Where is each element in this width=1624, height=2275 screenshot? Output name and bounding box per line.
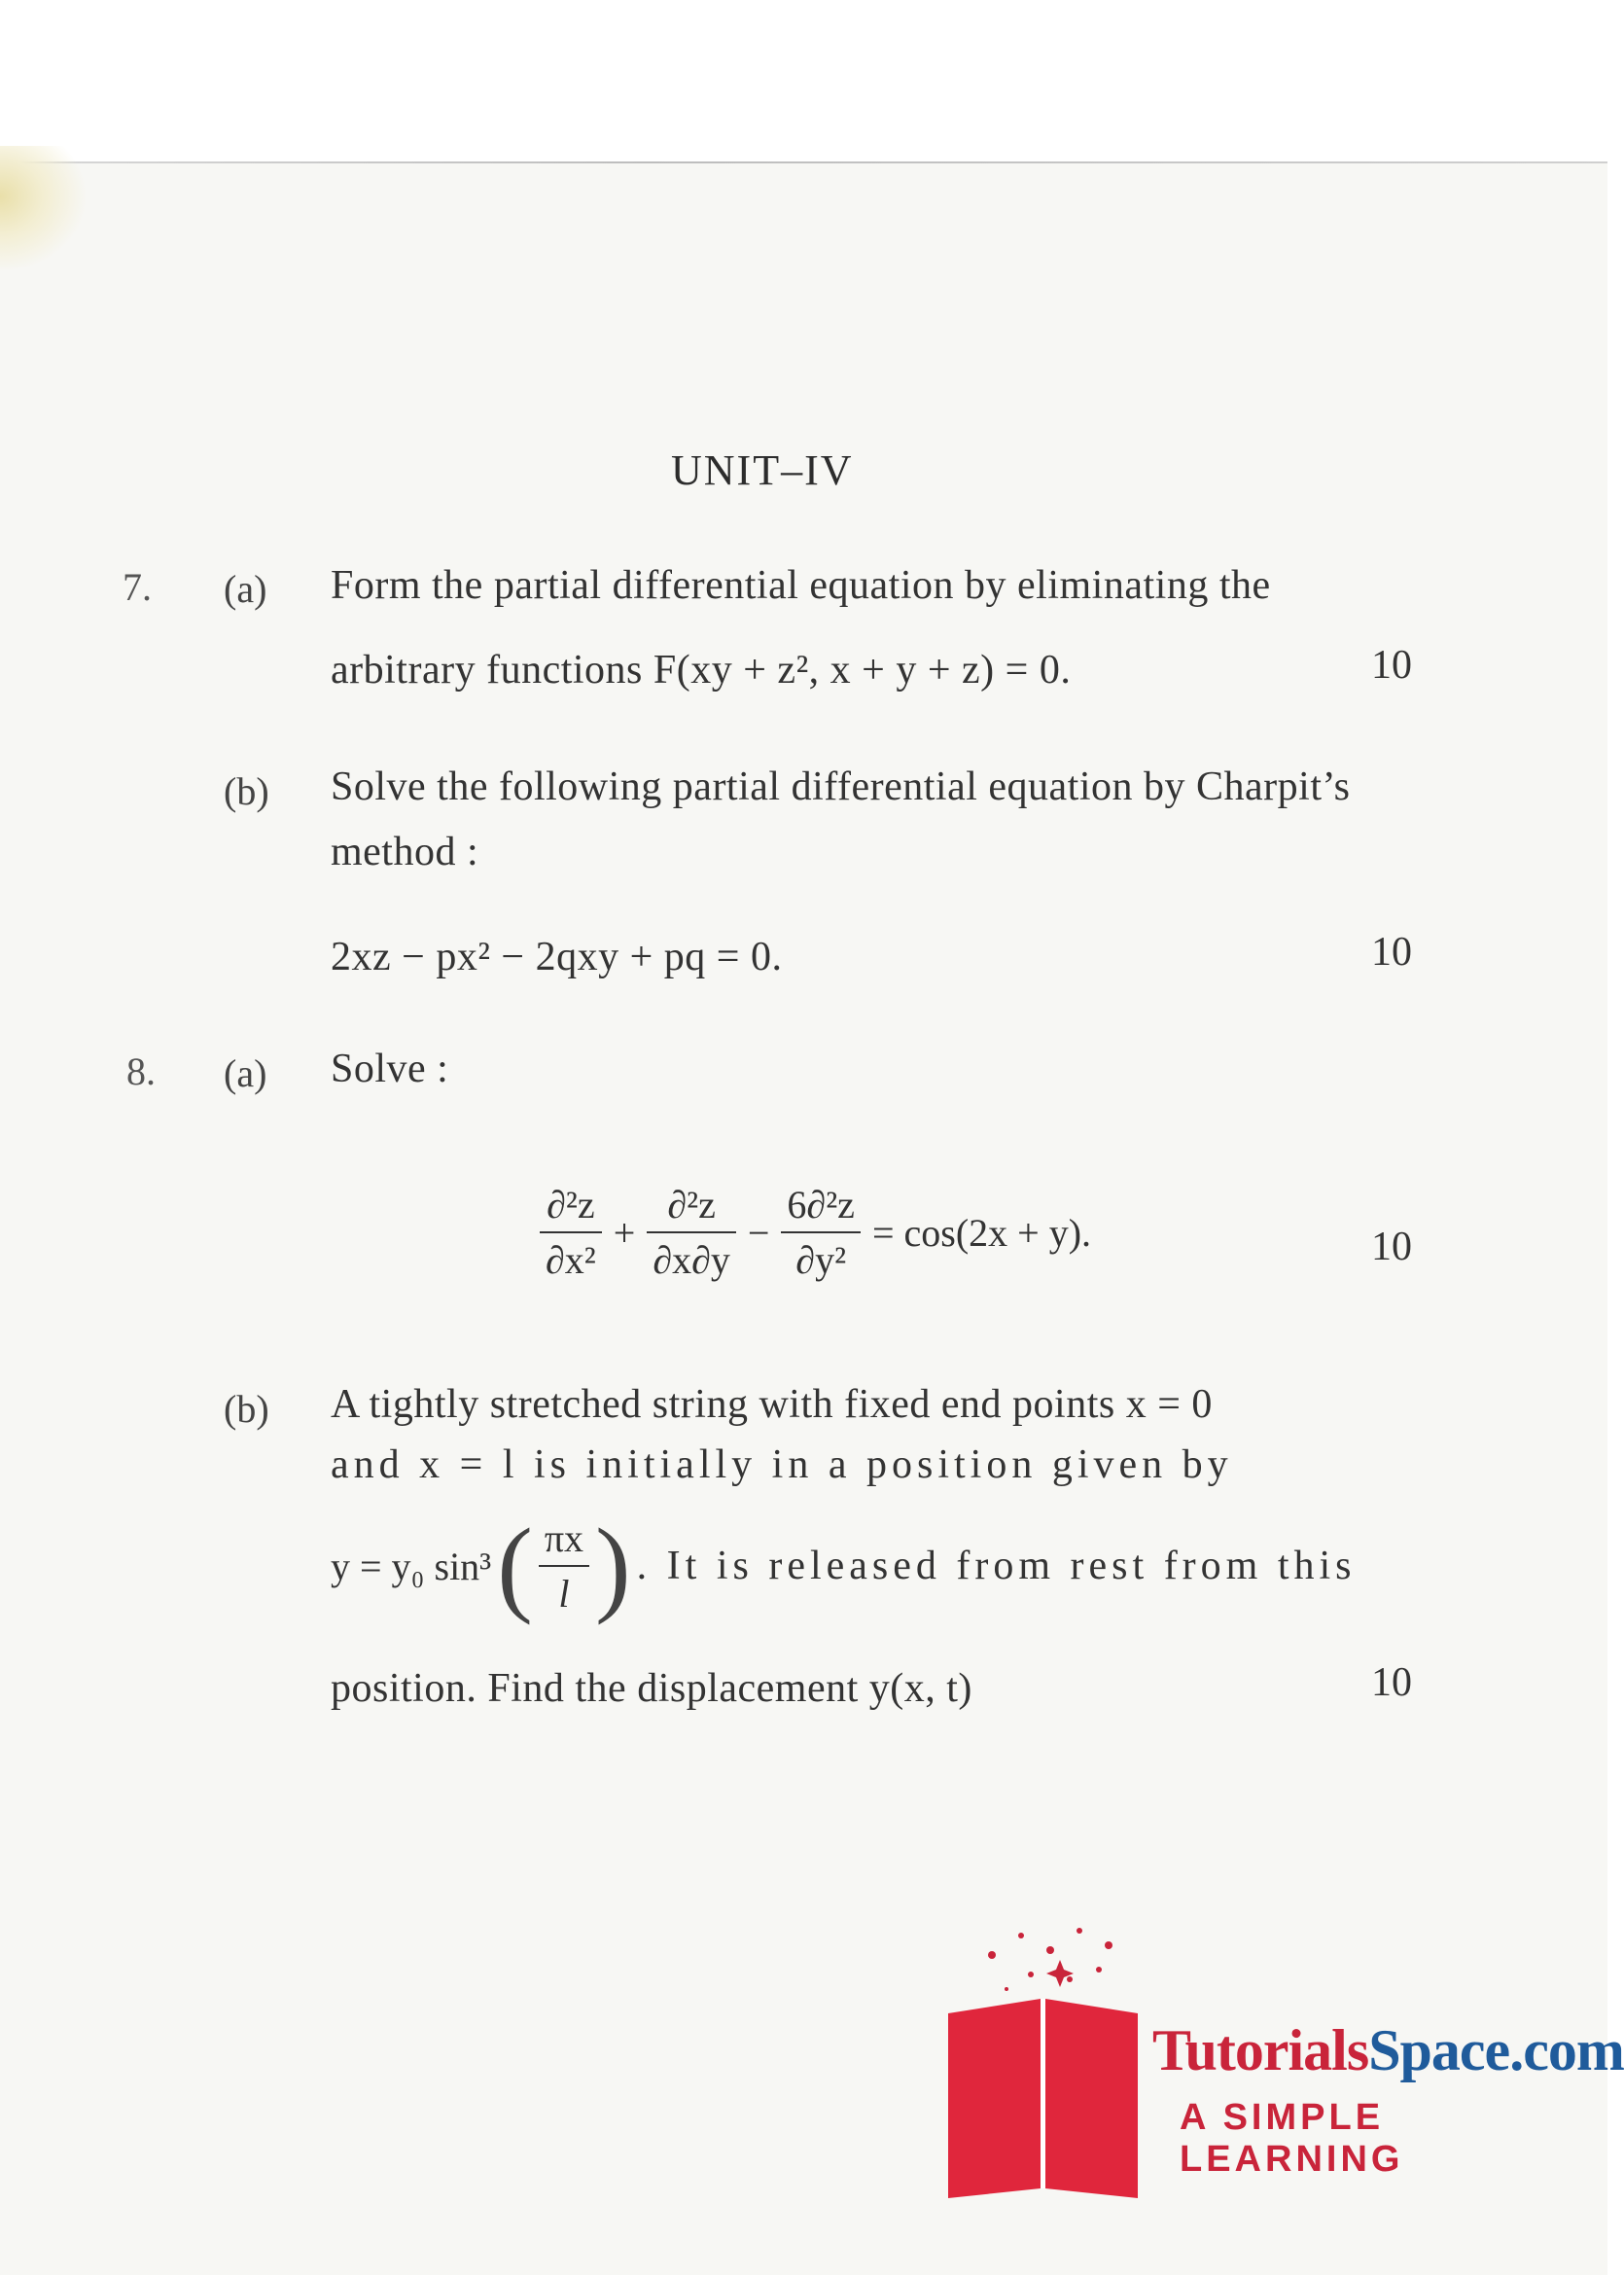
q8b-line2: and x = l is initially in a position given by bbox=[331, 1442, 1233, 1487]
left-paren: ( bbox=[497, 1507, 533, 1625]
q7b-line1: Solve the following partial differential equation by Charpit’s bbox=[331, 764, 1351, 809]
operator-plus: + bbox=[613, 1210, 636, 1255]
pix-numerator: πx bbox=[539, 1515, 589, 1567]
term2-numerator: ∂²z bbox=[647, 1182, 736, 1233]
paper-corner-shadow bbox=[0, 146, 88, 272]
book-icon bbox=[948, 1999, 1138, 2198]
q8a-marks: 10 bbox=[1371, 1225, 1412, 1269]
q8b-marks: 10 bbox=[1371, 1660, 1412, 1705]
q8b-initial-position-lhs: y = y₀ sin³ bbox=[331, 1544, 492, 1588]
term2-fraction bbox=[647, 1182, 736, 1283]
q7a-label: (a) bbox=[224, 567, 267, 611]
unit-heading: UNIT–IV bbox=[671, 446, 854, 494]
equation-rhs: = cos(2x + y). bbox=[871, 1210, 1092, 1255]
pix-over-l-fraction bbox=[539, 1515, 589, 1617]
question-number-7: 7. bbox=[123, 565, 152, 609]
q8b-line4: position. Find the displacement y(x, t) bbox=[331, 1666, 972, 1711]
question-number-8: 8. bbox=[126, 1049, 156, 1093]
l-denominator: l bbox=[558, 1572, 570, 1616]
q7b-line2: method : bbox=[331, 830, 479, 874]
operator-minus: − bbox=[747, 1210, 770, 1255]
q7b-equation: 2xz − px² − 2qxy + pq = 0. bbox=[331, 935, 783, 979]
logo-brand-text bbox=[1152, 2017, 1624, 2084]
logo-brand-part-tutorials: Tutorials bbox=[1152, 2018, 1369, 2082]
logo-tagline: A SIMPLE LEARNING bbox=[1180, 2097, 1404, 2180]
term3-numerator: 6∂²z bbox=[781, 1182, 861, 1233]
q7b-label: (b) bbox=[224, 769, 269, 813]
q7a-line2: arbitrary functions F(xy + z², x + y + z) = 0. bbox=[331, 648, 1072, 693]
q8b-line1: A tightly stretched string with fixed end points x = 0 bbox=[331, 1382, 1213, 1427]
term2-denominator: ∂x∂y bbox=[653, 1238, 730, 1282]
term3-fraction bbox=[781, 1182, 861, 1283]
q7a-marks: 10 bbox=[1371, 643, 1412, 688]
term3-denominator: ∂y² bbox=[795, 1238, 847, 1282]
logo-brand-part-space: Space bbox=[1368, 2018, 1510, 2082]
term1-fraction bbox=[540, 1182, 602, 1283]
q8b-label: (b) bbox=[224, 1387, 269, 1431]
term1-numerator: ∂²z bbox=[540, 1182, 602, 1233]
logo-brand-part-com: .com bbox=[1509, 2018, 1624, 2082]
q8b-line3 bbox=[331, 1507, 1357, 1625]
term1-denominator: ∂x² bbox=[546, 1238, 596, 1282]
q8a-equation bbox=[540, 1182, 1091, 1283]
q7b-marks: 10 bbox=[1371, 930, 1412, 975]
q8a-line1: Solve : bbox=[331, 1047, 449, 1091]
q7a-line1: Form the partial differential equation by eliminating the bbox=[331, 563, 1271, 608]
right-paren: ) bbox=[595, 1507, 631, 1625]
q8b-line3-rest: . It is released from rest from this bbox=[636, 1544, 1357, 1588]
q8a-label: (a) bbox=[224, 1051, 267, 1095]
sparkle-icon bbox=[988, 1928, 1112, 1991]
